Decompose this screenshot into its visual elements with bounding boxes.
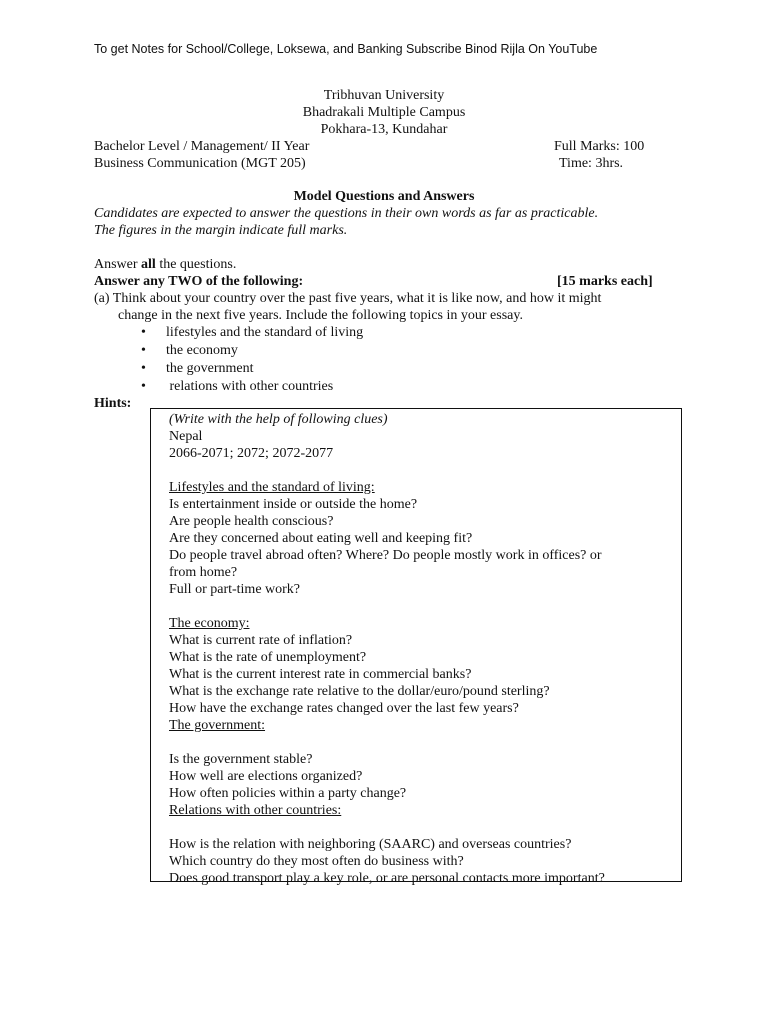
government-item: Is the government stable? — [169, 752, 313, 767]
page-title: Model Questions and Answers — [293, 189, 475, 204]
bullet-icon: • — [141, 343, 146, 358]
economy-item: What is the exchange rate relative to the dollar/euro/pound sterling? — [169, 684, 550, 699]
hints-intro: (Write with the help of following clues) — [169, 412, 388, 427]
economy-item: What is current rate of inflation? — [169, 633, 353, 648]
course-text: Business Communication (MGT 205) — [94, 156, 306, 171]
economy-item: What is the current interest rate in commercial banks? — [169, 667, 472, 682]
answer-all-pre: Answer — [94, 257, 142, 272]
section-heading — [94, 273, 664, 290]
hints-box — [150, 408, 682, 886]
relations-heading: Relations with other countries: — [169, 803, 342, 818]
lifestyle-heading: Lifestyles and the standard of living: — [169, 480, 375, 495]
bullet-icon: • — [141, 325, 146, 340]
economy-item: What is the rate of unemployment? — [169, 650, 367, 665]
campus-address: Pokhara-13, Kundahar — [320, 122, 448, 137]
section-label: Answer any TWO of the following: — [94, 274, 304, 289]
hints-years: 2066-2071; 2072; 2072-2077 — [169, 446, 334, 461]
lifestyle-item: Are they concerned about eating well and keeping fit? — [169, 531, 473, 546]
government-item: How often policies within a party change? — [169, 786, 407, 801]
lifestyle-item: Is entertainment inside or outside the home? — [169, 497, 418, 512]
lifestyle-item: Do people travel abroad often? Where? Do people mostly work in offices? or — [169, 548, 602, 563]
lifestyle-item: Are people health conscious? — [169, 514, 334, 529]
answer-all-line — [94, 256, 236, 273]
relations-item: Does good transport play a key role, or are personal contacts more important? — [169, 871, 605, 886]
relations-item: Which country do they most often do business with? — [169, 854, 464, 869]
lifestyle-item: from home? — [169, 565, 238, 580]
hints-label: Hints: — [94, 396, 132, 411]
document-page: To get Notes for School/College, Loksewa, and Banking Subscribe Binod Rijla On YouTube Tribhuvan University Bhadrakali Multiple Campus Pokhara-13, Kundahar Bachelor Level / Management/ II Year Full Marks: 100 Business Communication (MGT 205) Time: 3hrs. Model Questions and Answers Candidates are expected to answer the questions in their own words as far as practicable. The figures in the margin indicate full marks. Answer all the questions. Answer any TWO of the following: [15 marks each] (a) Think about your country over the past five years, what it is like now, and how it might change in the next five years. Include the following topics in your essay. • lifestyles and the standard of living • the economy • the government • relations with other countries Hints: (Write with the help of following clues) Nepal 2066-2071; 2072; 2072-2077 Lifestyles and the standard of living: Is entertainment inside or outside the home? Are people health conscious? Are they concerned about eating well and keeping fit? Do people travel abroad often? Where? Do people mostly work in offices? or from home? Full or part-time work? The economy: What is current rate of inflation? What is the rate of unemployment? What is the current interest rate in commercial banks? What is the exchange rate relative to the dollar/euro/pound sterling? How have the exchange rates changed over the last few years? The government: Is the government stable? How well are elections organized? How often policies within a party change? Relations with other countries: How is the relation with neighboring (SAARC) and overseas countries? Which country do they most often do business with? Does good transport play a key role, or are personal contacts more important? — [0, 0, 768, 1024]
section-marks: [15 marks each] — [557, 274, 653, 289]
economy-heading: The economy: — [169, 616, 250, 631]
relations-item: How is the relation with neighboring (SAARC) and overseas countries? — [169, 837, 572, 852]
bullet-icon: • — [141, 361, 146, 376]
instruction-line-2: The figures in the margin indicate full marks. — [94, 223, 348, 238]
question-a-line-2: change in the next five years. Include the following topics in your essay. — [118, 308, 523, 323]
university-name: Tribhuvan University — [323, 88, 445, 103]
bullet-icon: • — [141, 379, 146, 394]
promo-line: To get Notes for School/College, Loksewa, and Banking Subscribe Binod Rijla On YouTube — [94, 42, 598, 56]
question-a-line-1: (a) Think about your country over the past five years, what it is like now, and how it might — [94, 291, 602, 306]
answer-all-post: the questions. — [155, 257, 237, 272]
course-row — [94, 155, 654, 172]
lifestyle-item: Full or part-time work? — [169, 582, 301, 597]
hints-country: Nepal — [169, 429, 203, 444]
campus-name: Bhadrakali Multiple Campus — [302, 105, 466, 120]
instruction-line-1: Candidates are expected to answer the questions in their own words as far as practicable. — [94, 206, 599, 221]
government-item: How well are elections organized? — [169, 769, 363, 784]
government-heading: The government: — [169, 718, 266, 733]
economy-item: How have the exchange rates changed over the last few years? — [169, 701, 519, 716]
level-text: Bachelor Level / Management/ II Year — [94, 139, 310, 154]
answer-all-bold: all — [141, 257, 156, 272]
level-row — [94, 138, 654, 155]
full-marks: Full Marks: 100 — [554, 139, 645, 154]
exam-time: Time: 3hrs. — [559, 156, 624, 171]
